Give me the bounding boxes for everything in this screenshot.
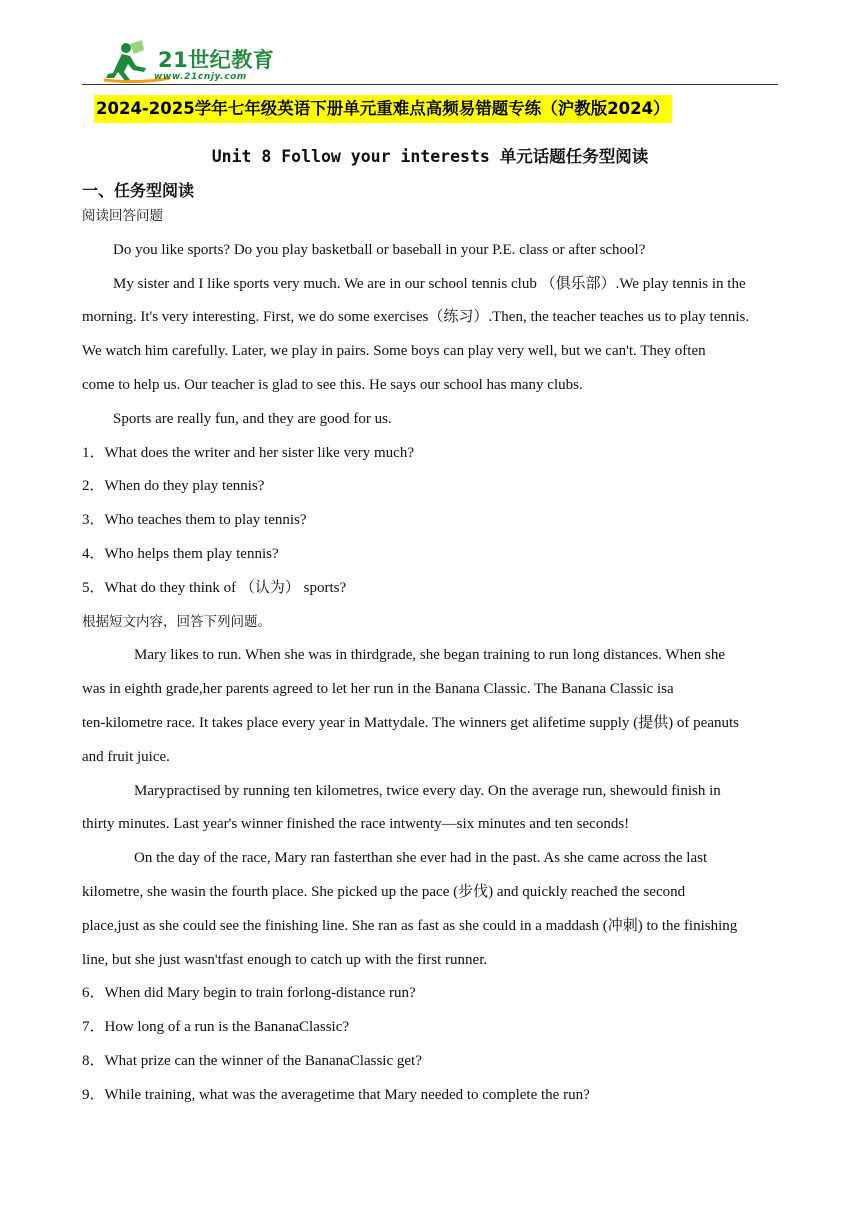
passage1-line: morning. It's very interesting. First, we do some exercises（练习）.Then, the teacher teaches us to play tennis.: [82, 309, 750, 326]
passage1-line: We watch him carefully. Later, we play in pairs. Some boys can play very well, but we can't. They often: [82, 343, 706, 360]
passage1-line: My sister and I like sports very much. We are in our school tennis club （俱乐部）.We play tennis in the: [113, 275, 746, 292]
passage2-line: Marypractised by running ten kilometres, twice every day. On the average run, shewould finish in: [134, 782, 721, 799]
section2-instruction: 根据短文内容，回答下列问题。: [82, 613, 271, 630]
question: 4．Who helps them play tennis?: [82, 545, 279, 562]
passage1-line: Do you like sports? Do you play basketball or baseball in your P.E. class or after school?: [113, 241, 646, 258]
question: 3．Who teaches them to play tennis?: [82, 512, 307, 529]
question: 5．What do they think of （认为） sports?: [82, 579, 347, 596]
passage2-line: line, but she just wasn'tfast enough to catch up with the first runner.: [82, 951, 488, 968]
document-subtitle: Unit 8 Follow your interests 单元话题任务型阅读: [211, 147, 649, 166]
passage2-line: On the day of the race, Mary ran fasterthan she ever had in the past. As she came across the last: [134, 850, 708, 867]
question: 8．What prize can the winner of the BananaClassic get?: [82, 1052, 422, 1069]
passage2-line: Mary likes to run. When she was in thirdgrade, she began training to run long distances. When she: [134, 647, 725, 664]
passage2-line: and fruit juice.: [82, 748, 170, 765]
passage2-line: place,just as she could see the finishing line. She ran as fast as she could in a maddash (冲刺) to the finishing: [82, 917, 738, 934]
section-heading: 一、任务型阅读: [82, 181, 195, 200]
document-body: [82, 200, 788, 1113]
logo-url: www.21cnjy.com: [154, 72, 247, 82]
header-divider: [82, 84, 778, 85]
question: 7．How long of a run is the BananaClassic?: [82, 1019, 350, 1036]
question: 6．When did Mary begin to train forlong-distance run?: [82, 985, 416, 1002]
passage2-line: kilometre, she wasin the fourth place. She picked up the pace (步伐) and quickly reached the second: [82, 883, 686, 900]
passage2-line: was in eighth grade,her parents agreed to let her run in the Banana Classic. The Banana Classic isa: [82, 681, 674, 698]
question: 1．What does the writer and her sister like very much?: [82, 444, 414, 461]
passage1-line: come to help us. Our teacher is glad to see this. He says our school has many clubs.: [82, 376, 583, 393]
document-title: 2024-2025学年七年级英语下册单元重难点高频易错题专练（沪教版2024）: [94, 95, 672, 123]
passage2-line: ten-kilometre race. It takes place every year in Mattydale. The winners get alifetime supply (提供) of peanuts: [82, 714, 739, 731]
question: 9．While training, what was the averagetime that Mary needed to complete the run?: [82, 1086, 590, 1103]
passage2-line: thirty minutes. Last year's winner finished the race intwenty—six minutes and ten seconds!: [82, 816, 630, 833]
logo-text: 21世纪教育: [158, 48, 275, 72]
question: 2．When do they play tennis?: [82, 478, 265, 495]
passage1-line: Sports are really fun, and they are good for us.: [113, 410, 392, 427]
section1-instruction: 阅读回答问题: [82, 208, 163, 224]
